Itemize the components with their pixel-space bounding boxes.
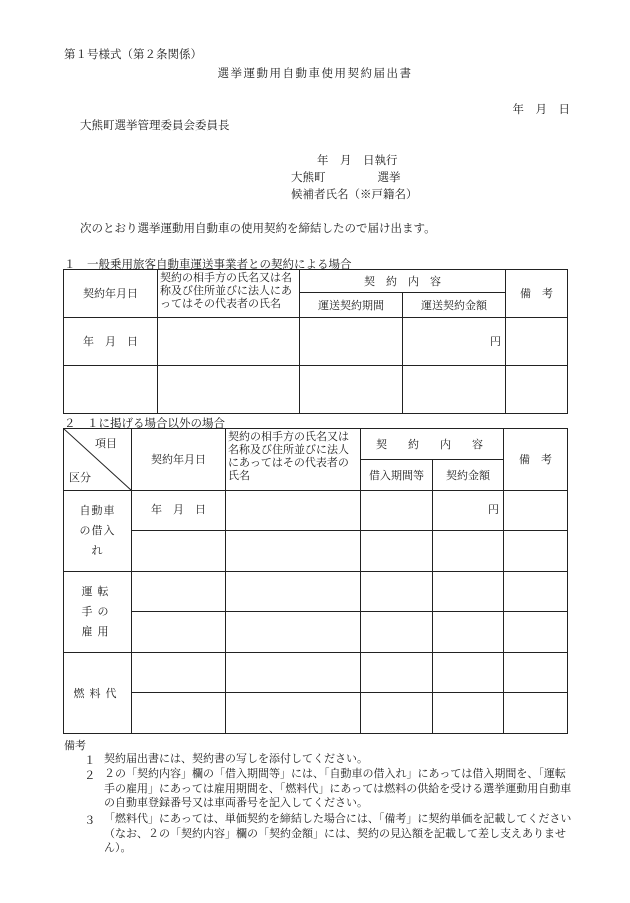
note-2-number: ２ (84, 768, 96, 782)
transport-period-cell[interactable] (300, 366, 403, 414)
contract-date-cell[interactable]: 年 月 日 (132, 491, 226, 531)
col-contract-contents: 契 約 内 容 (300, 270, 506, 293)
notes-heading: 備考 (64, 739, 86, 752)
diag-category-label: 区分 (69, 471, 91, 484)
remarks-cell[interactable] (504, 612, 568, 653)
contract-party-cell[interactable] (226, 653, 361, 693)
section-1-heading: １ 一般乗用旅客自動車運送事業者との契約による場合 (64, 257, 352, 271)
remarks-cell[interactable] (506, 366, 568, 414)
election-name-line (291, 169, 401, 185)
contract-date-cell[interactable] (132, 531, 226, 572)
contract-amount-cell[interactable] (433, 653, 504, 693)
rental-period-cell[interactable] (361, 491, 433, 531)
row-label-driver-hire: 運転手の雇用 (64, 572, 132, 653)
remarks-cell[interactable] (504, 531, 568, 572)
rental-period-cell[interactable] (361, 531, 433, 572)
contract-party-cell[interactable] (226, 612, 361, 653)
note-3-text: 「燃料代」にあっては、単価契約を締結した場合には、「備考」に契約単価を記載してください（なお、２の「契約内容」欄の「契約金額」には、契約の見込額を記載して差し支えありません）。 (104, 812, 572, 854)
contract-amount-cell[interactable] (433, 693, 504, 734)
transport-amount-cell[interactable]: 円 (403, 318, 506, 366)
col-rental-period: 借入期間等 (361, 460, 433, 491)
col-remarks: 備 考 (504, 429, 568, 491)
section-2-heading: ２ １に掲げる場合以外の場合 (64, 416, 225, 430)
document-title: 選挙運動用自動車使用契約届出書 (217, 66, 413, 80)
col-contract-contents: 契 約 内 容 (361, 429, 504, 460)
col-contract-date: 契約年月日 (64, 270, 158, 318)
diagonal-header (64, 429, 132, 491)
remarks-cell[interactable] (504, 572, 568, 612)
contract-party-cell[interactable] (226, 531, 361, 572)
row-label-fuel: 燃料代 (64, 653, 132, 734)
section-2-table (63, 428, 568, 734)
col-contract-date: 契約年月日 (132, 429, 226, 491)
rental-period-cell[interactable] (361, 653, 433, 693)
col-transport-amount: 運送契約金額 (403, 293, 506, 318)
contract-amount-cell[interactable]: 円 (433, 491, 504, 531)
remarks-cell[interactable] (504, 653, 568, 693)
candidate-name-label: 候補者氏名（※戸籍名） (291, 187, 418, 201)
col-contract-party: 契約の相手方の氏名又は名称及び住所並びに法人にあってはその代表者の氏名 (226, 429, 361, 491)
col-remarks: 備 考 (506, 270, 568, 318)
contract-amount-cell[interactable] (433, 572, 504, 612)
contract-party-cell[interactable] (158, 366, 300, 414)
remarks-cell[interactable] (506, 318, 568, 366)
contract-date-cell[interactable] (64, 366, 158, 414)
form-number: 第１号様式（第２条関係） (64, 47, 202, 61)
intro-text: 次のとおり選挙運動用自動車の使用契約を締結したので届け出ます。 (80, 221, 436, 235)
contract-amount-cell[interactable] (433, 612, 504, 653)
contract-date-cell[interactable] (132, 693, 226, 734)
town-name: 大熊町 (291, 170, 326, 184)
transport-amount-cell[interactable] (403, 366, 506, 414)
contract-party-cell[interactable] (226, 572, 361, 612)
section-1-table (63, 269, 568, 414)
rental-period-cell[interactable] (361, 693, 433, 734)
contract-party-cell[interactable] (226, 693, 361, 734)
remarks-cell[interactable] (504, 491, 568, 531)
contract-date-cell[interactable] (132, 612, 226, 653)
submission-date: 年 月 日 (512, 102, 570, 116)
rental-period-cell[interactable] (361, 612, 433, 653)
contract-date-cell[interactable] (132, 653, 226, 693)
rental-period-cell[interactable] (361, 572, 433, 612)
col-contract-amount: 契約金額 (433, 460, 504, 491)
contract-party-cell[interactable] (226, 491, 361, 531)
col-contract-party: 契約の相手方の氏名又は名称及び住所並びに法人にあってはその代表者の氏名 (158, 270, 300, 318)
contract-date-cell[interactable]: 年 月 日 (64, 318, 158, 366)
election-date: 年 月 日執行 (317, 153, 398, 167)
note-2-text: ２の「契約内容」欄の「借入期間等」には、「自動車の借入れ」にあっては借入期間を、「運転手の雇用」にあっては雇用期間を、「燃料代」にあっては燃料の供給を受ける選挙運動用自動車の自動車登録番号又は車両番号を記入してください。 (104, 767, 572, 809)
row-label-car-rental: 自動車の借入れ (64, 491, 132, 572)
addressee: 大熊町選挙管理委員会委員長 (80, 118, 230, 132)
note-1-text: 契約届出書には、契約書の写しを添付してください。 (104, 752, 368, 765)
contract-party-cell[interactable] (158, 318, 300, 366)
transport-period-cell[interactable] (300, 318, 403, 366)
diag-item-label: 項目 (95, 437, 117, 450)
col-transport-period: 運送契約期間 (300, 293, 403, 318)
note-1-number: １ (84, 753, 96, 767)
contract-date-cell[interactable] (132, 572, 226, 612)
election-label: 選挙 (377, 170, 401, 184)
remarks-cell[interactable] (504, 693, 568, 734)
contract-amount-cell[interactable] (433, 531, 504, 572)
note-3-number: ３ (84, 813, 96, 827)
